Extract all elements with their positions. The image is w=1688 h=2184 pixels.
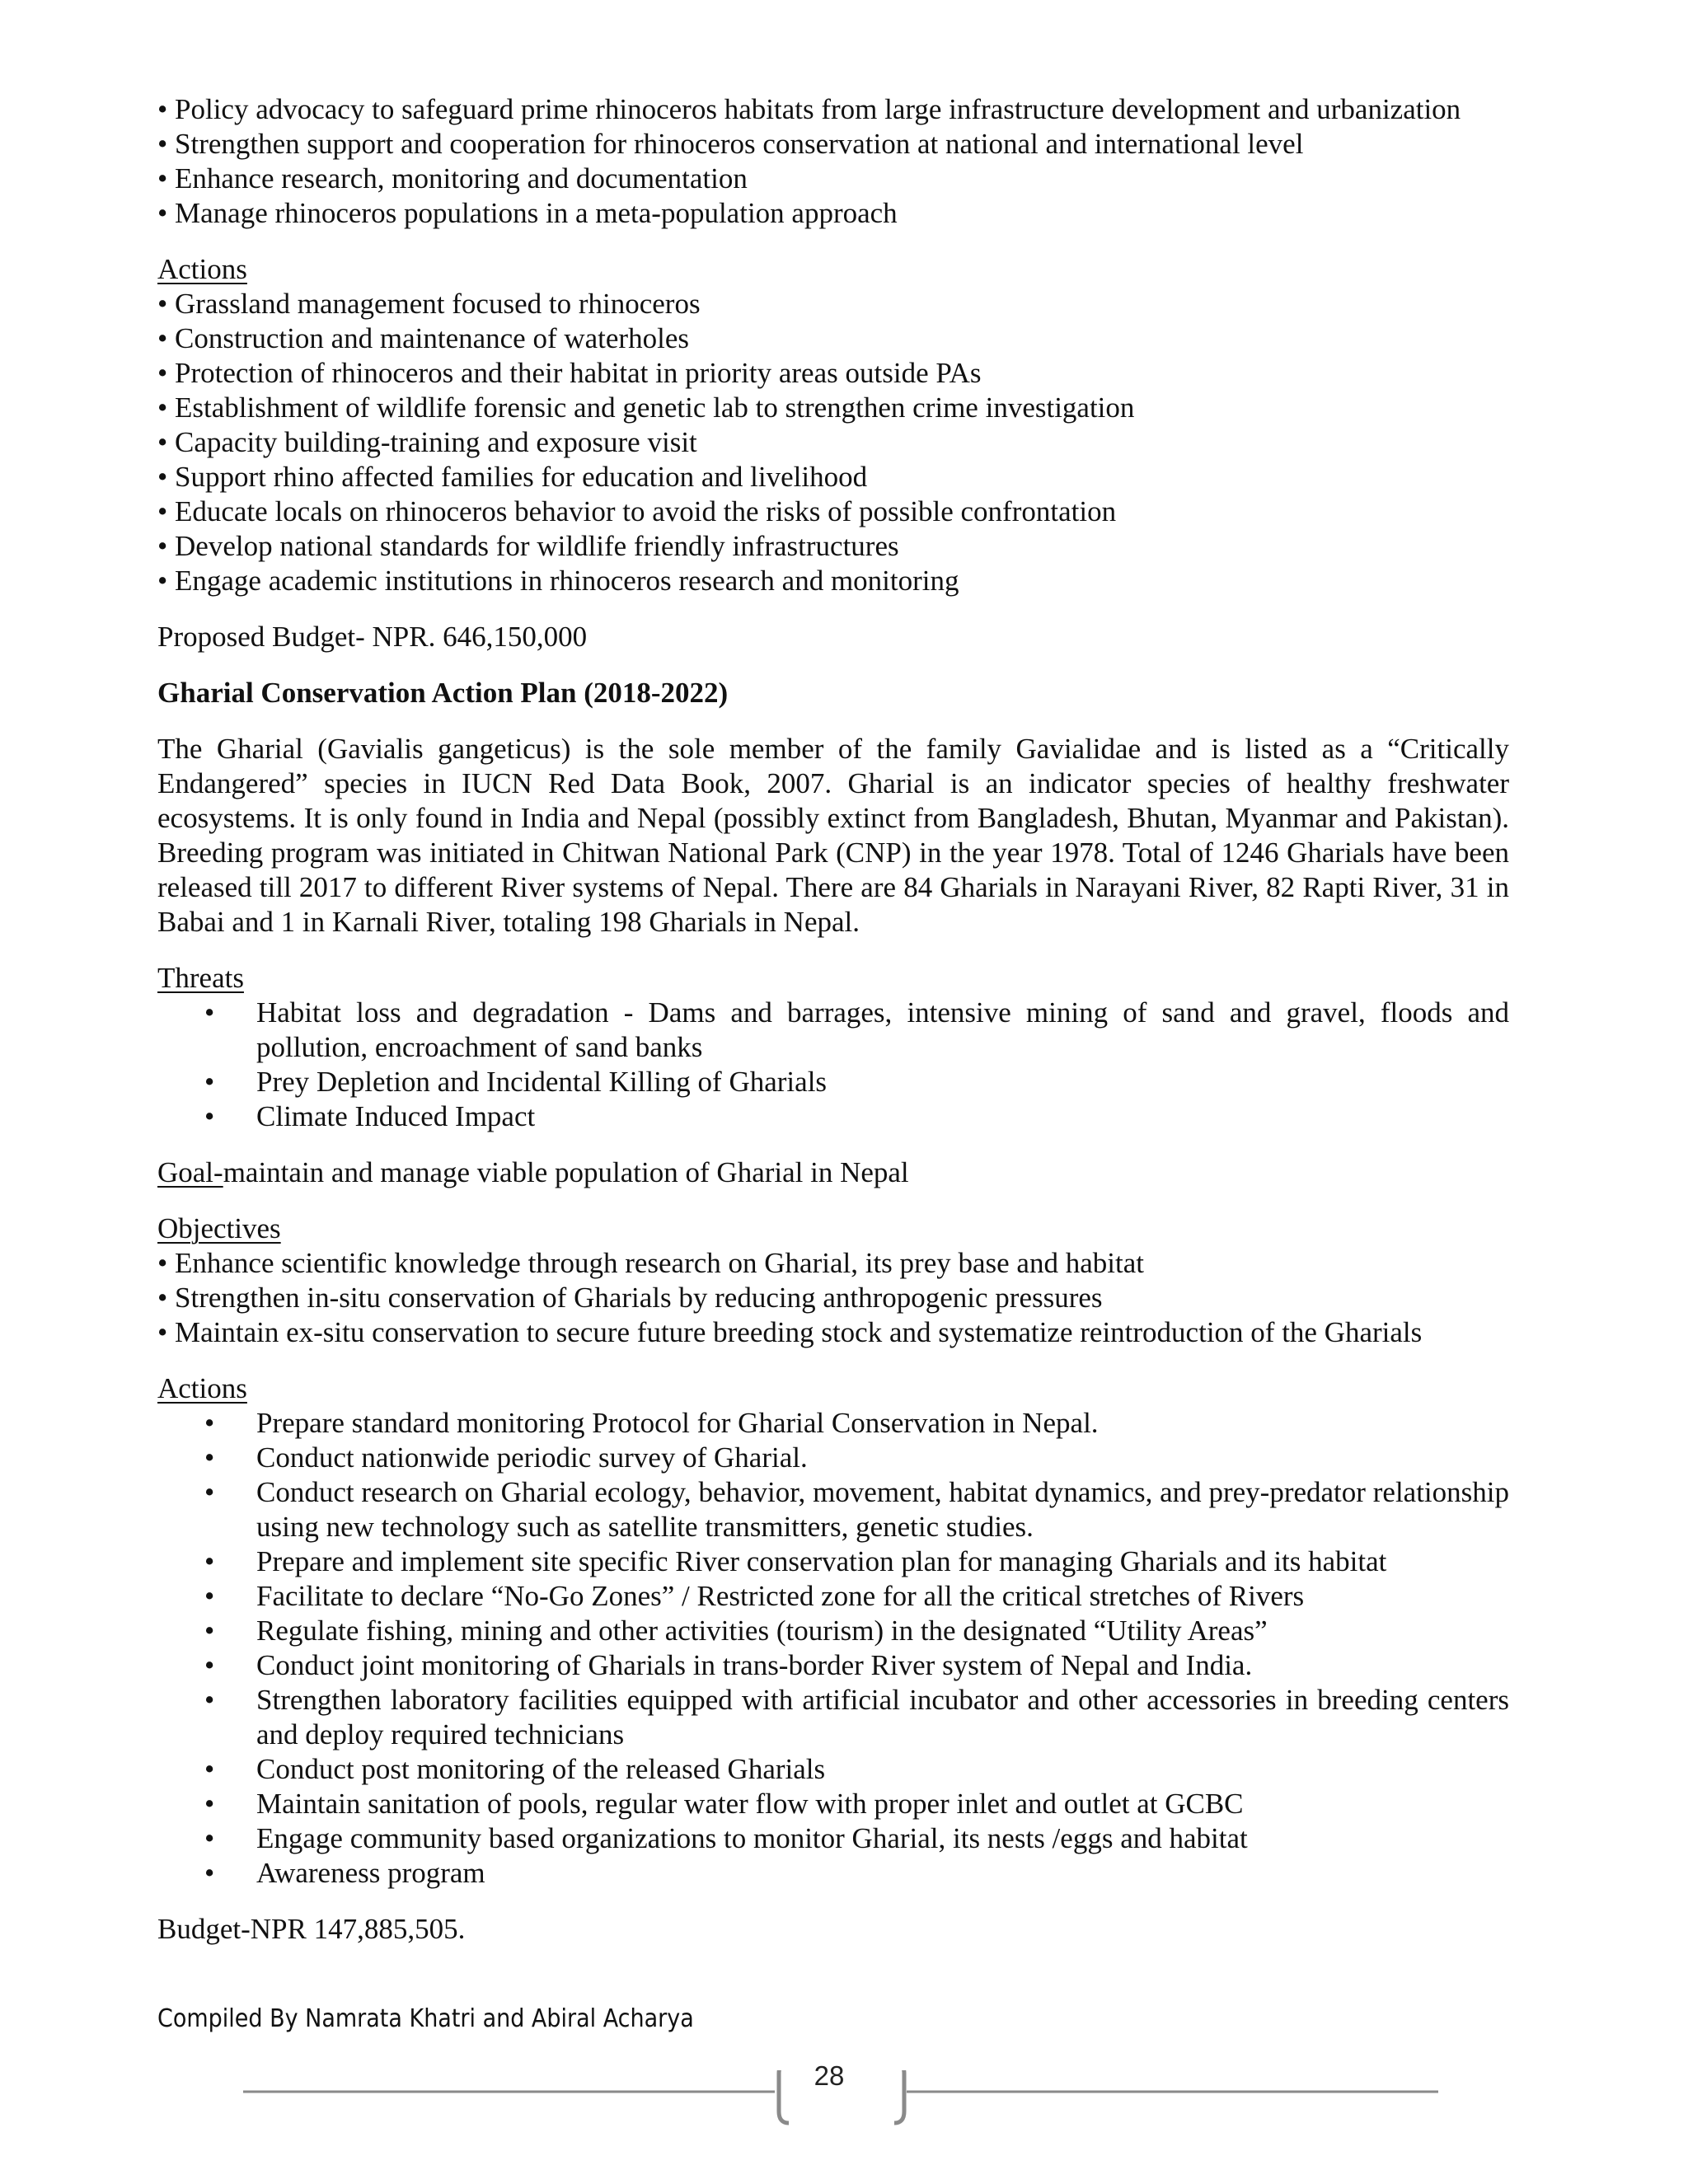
list-item: • Awareness program bbox=[157, 1856, 1509, 1891]
list-item: • Facilitate to declare “No-Go Zones” / Restricted zone for all the critical stretches of Rivers bbox=[157, 1579, 1509, 1614]
list-item: • Conduct research on Gharial ecology, behavior, movement, habitat dynamics, and prey-predator relationship using new technology such as satellite transmitters, genetic studies. bbox=[157, 1475, 1509, 1544]
section-heading: Actions bbox=[157, 1372, 247, 1404]
list-item: • Grassland management focused to rhinoceros bbox=[157, 288, 701, 320]
list-item: • Conduct nationwide periodic survey of Gharial. bbox=[157, 1441, 1509, 1475]
section-heading: Objectives bbox=[157, 1212, 281, 1244]
list-item: • Conduct post monitoring of the released Gharials bbox=[157, 1752, 1509, 1787]
list-item: • Policy advocacy to safeguard prime rhinoceros habitats from large infrastructure development and urbanization bbox=[157, 93, 1461, 125]
list-item: • Educate locals on rhinoceros behavior to avoid the risks of possible confrontation bbox=[157, 495, 1117, 527]
list-item: • Conduct joint monitoring of Gharials in trans-border River system of Nepal and India. bbox=[157, 1648, 1509, 1683]
list-item: • Regulate fishing, mining and other activities (tourism) in the designated “Utility Areas” bbox=[157, 1614, 1509, 1648]
section-title: Gharial Conservation Action Plan (2018-2022) bbox=[157, 677, 729, 709]
list-item: • Engage community based organizations to monitor Gharial, its nests /eggs and habitat bbox=[157, 1821, 1509, 1856]
list-item: • Prepare standard monitoring Protocol for Gharial Conservation in Nepal. bbox=[157, 1406, 1509, 1441]
page-number: 28 bbox=[814, 2060, 845, 2091]
gharial-objectives-section bbox=[157, 1212, 1509, 1350]
list-item: • Support rhino affected families for education and livelihood bbox=[157, 461, 868, 493]
list-item: • Strengthen support and cooperation for rhinoceros conservation at national and international level bbox=[157, 128, 1304, 160]
goal-text: maintain and manage viable population of Gharial in Nepal bbox=[223, 1156, 909, 1188]
gharial-budget: Budget-NPR 147,885,505. bbox=[157, 1913, 466, 1945]
gharial-actions-section bbox=[157, 1371, 1509, 1891]
list-item: • Prepare and implement site specific River conservation plan for managing Gharials and its habitat bbox=[157, 1544, 1509, 1579]
list-item: • Construction and maintenance of waterholes bbox=[157, 322, 689, 354]
goal-label: Goal- bbox=[157, 1156, 223, 1188]
list-item: • Manage rhinoceros populations in a meta-population approach bbox=[157, 197, 898, 229]
rhino-strategies-list bbox=[157, 92, 1509, 231]
gharial-goal bbox=[157, 1155, 1509, 1190]
rhino-actions-section bbox=[157, 252, 1509, 598]
list-item: • Develop national standards for wildlife friendly infrastructures bbox=[157, 530, 899, 562]
rhino-budget: Proposed Budget- NPR. 646,150,000 bbox=[157, 621, 588, 653]
list-item: • Climate Induced Impact bbox=[157, 1099, 1509, 1134]
section-heading: Threats bbox=[157, 962, 244, 994]
list-item: • Maintain ex-situ conservation to secure future breeding stock and systematize reintroduction of the Gharials bbox=[157, 1316, 1423, 1348]
list-item: • Establishment of wildlife forensic and genetic lab to strengthen crime investigation bbox=[157, 391, 1135, 424]
page-content bbox=[157, 92, 1509, 1947]
list-item: • Enhance research, monitoring and documentation bbox=[157, 162, 748, 194]
list-item: • Engage academic institutions in rhinoceros research and monitoring bbox=[157, 565, 959, 597]
list-item: • Habitat loss and degradation - Dams and barrages, intensive mining of sand and gravel, floods and pollution, encroachment of sand banks bbox=[157, 996, 1509, 1065]
list-item: • Strengthen in-situ conservation of Gharials by reducing anthropogenic pressures bbox=[157, 1282, 1103, 1314]
gharial-intro-paragraph: The Gharial (Gavialis gangeticus) is the sole member of the family Gavialidae and is listed as a “Critically Endangered” species in IUCN Red Data Book, 2007. Gharial is an indicator species of healthy freshwater ecosystems. It is only found in India and Nepal (possibly extinct from Bangladesh, Bhutan, Myanmar and Pakistan). Breeding program was initiated in Chitwan National Park (CNP) in the year 1978. Total of 1246 Gharials have been released till 2017 to different River systems of Nepal. There are 84 Gharials in Narayani River, 82 Rapti River, 31 in Babai and 1 in Karnali River, totaling 198 Gharials in Nepal. bbox=[157, 733, 1509, 938]
list-item: • Strengthen laboratory facilities equipped with artificial incubator and other accessories in breeding centers and deploy required technicians bbox=[157, 1683, 1509, 1752]
list-item: • Prey Depletion and Incidental Killing of Gharials bbox=[157, 1065, 1509, 1099]
section-heading: Actions bbox=[157, 253, 247, 285]
footer-credit: Compiled By Namrata Khatri and Abiral Acharya bbox=[157, 2004, 694, 2033]
list-item: • Capacity building-training and exposure visit bbox=[157, 426, 697, 458]
list-item: • Enhance scientific knowledge through research on Gharial, its prey base and habitat bbox=[157, 1247, 1144, 1279]
gharial-threats-section bbox=[157, 961, 1509, 1134]
list-item: • Protection of rhinoceros and their habitat in priority areas outside PAs bbox=[157, 357, 982, 389]
list-item: • Maintain sanitation of pools, regular water flow with proper inlet and outlet at GCBC bbox=[157, 1787, 1509, 1821]
